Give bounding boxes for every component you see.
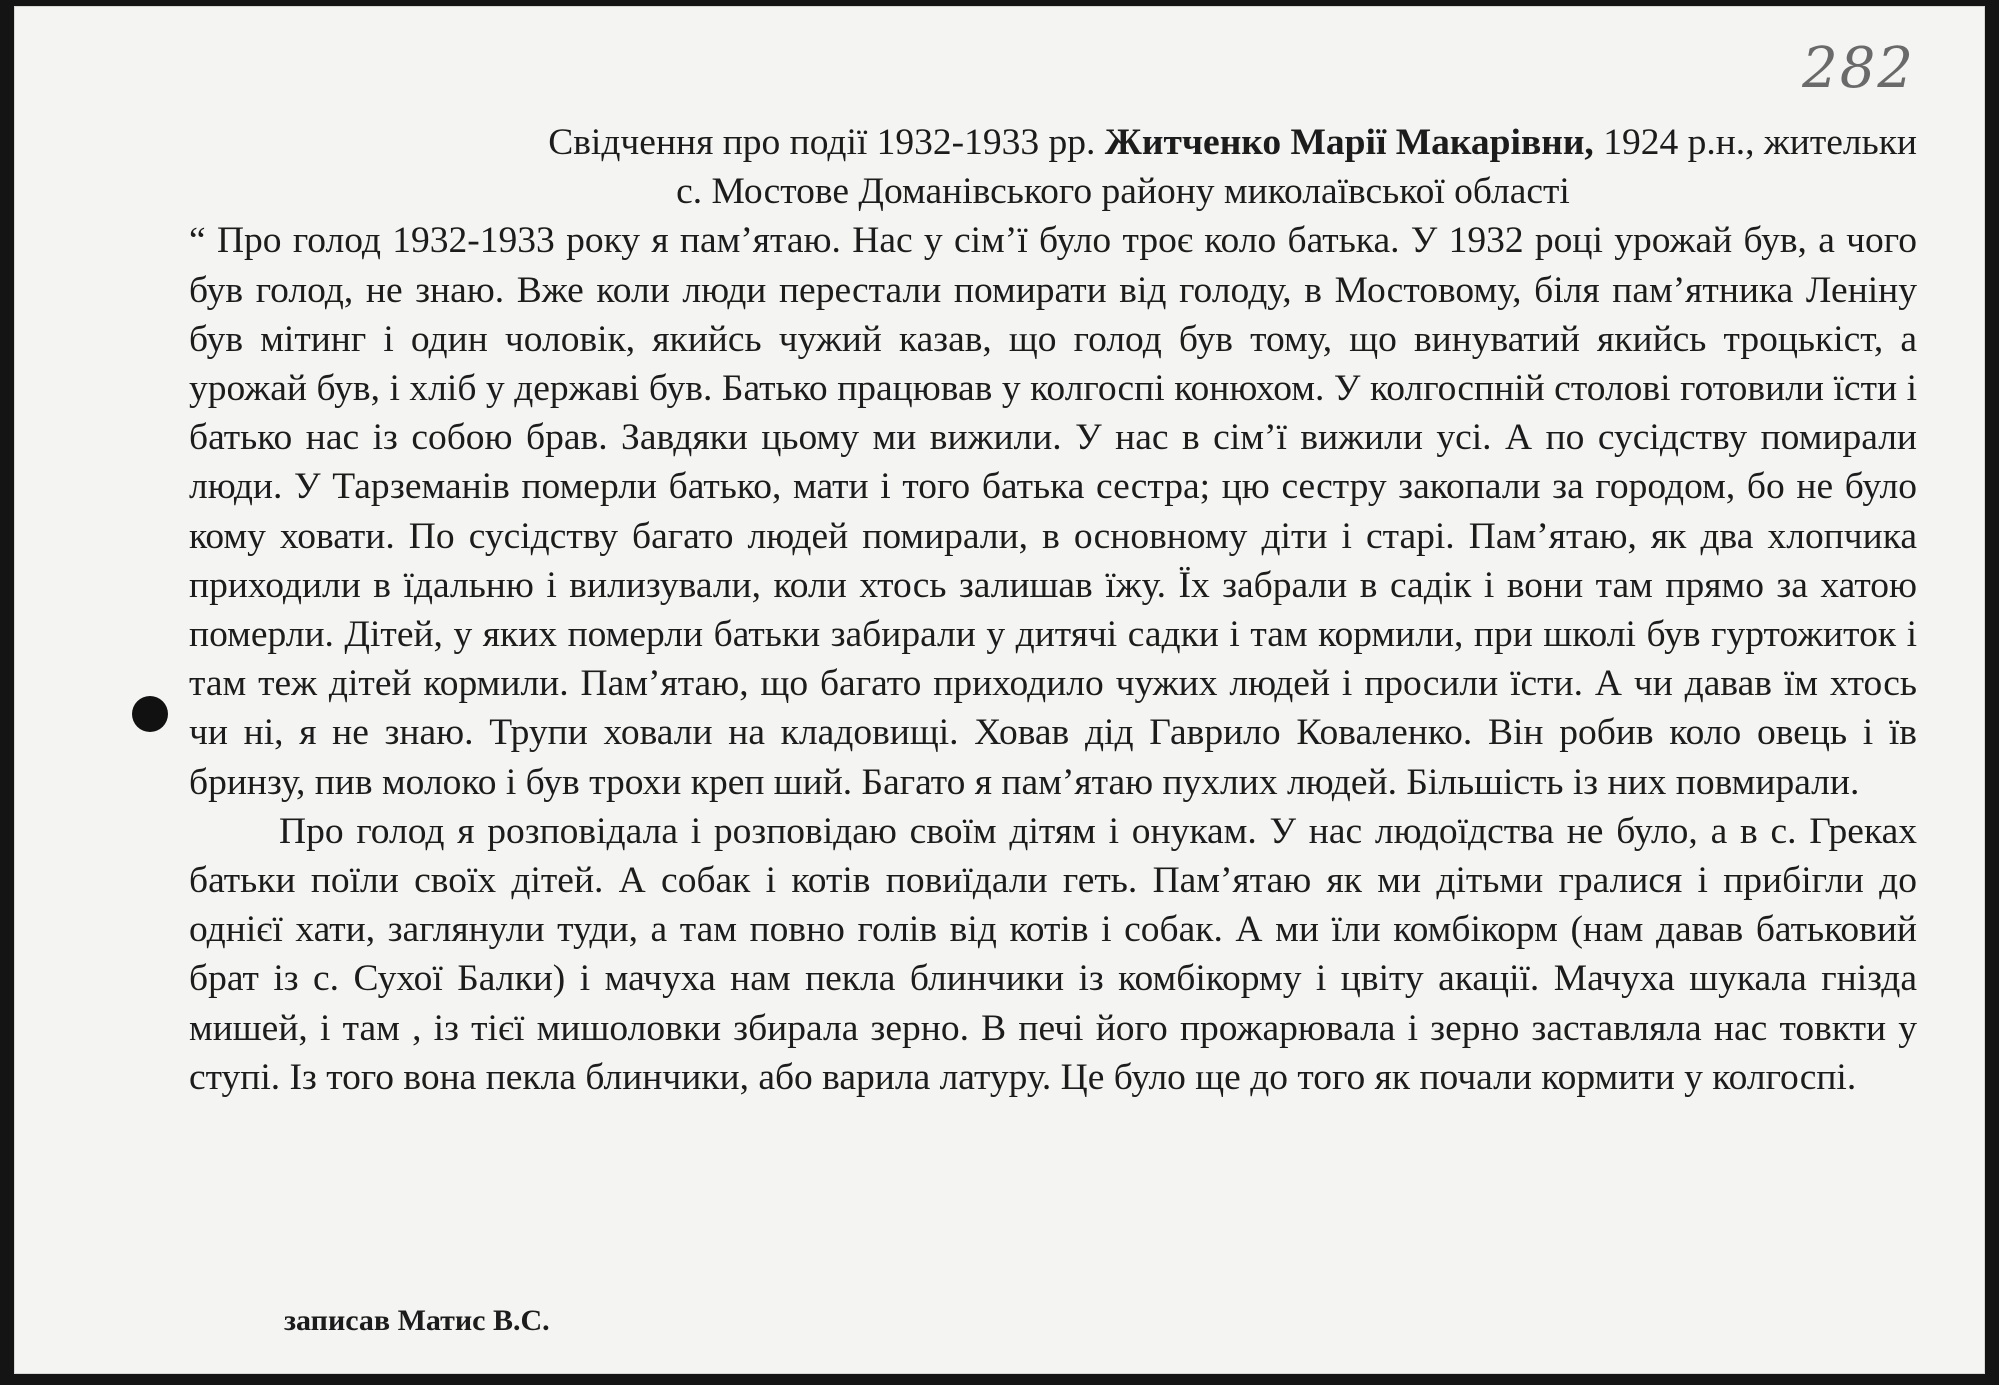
punch-hole <box>132 696 168 732</box>
witness-name: Житченко Марії Макарівни, <box>1104 122 1594 163</box>
document-page <box>14 6 1985 1374</box>
heading-line-2: с. Мостове Доманівського району миколаївської області <box>676 171 1570 213</box>
heading-suffix: 1924 р.н., жительки <box>1603 122 1917 163</box>
paragraph-1: “ Про голод 1932-1933 року я пам’ятаю. Нас у сім’ї було троє коло батька. У 1932 році урожай був, а чого був голод, не знаю. Вже коли люди перестали помирати від голоду, в Мостовому, біля пам’ятника Леніну був мітинг і один чоловік, якийсь чужий казав, що голод був тому, що винуватий якийсь троцькіст, а урожай був, і хліб у державі був. Батько працював у колгоспі конюхом. У колгоспній столові готовили їсти і батько нас із собою брав. Завдяки цьому ми вижили. У нас в сім’ї вижили усі. А по сусідству помирали люди. У Тарземанів померли батько, мати і того батька сестра; цю сестру закопали за городом, бо не було кому ховати. По сусідству багато людей помирали, в основному діти і старі. Пам’ятаю, як два хлопчика приходили в їдальню і вилизували, коли хтось залишав їжу. Їх забрали в садік і вони там прямо за хатою померли. Дітей, у яких померли батьки забирали у дитячі садки і там кормили, при школі був гуртожиток і там теж дітей кормили. Пам’ятаю, що багато приходило чужих людей і просили їсти. А чи давав їм хтось чи ні, я не знаю. Трупи ховали на кладовищі. Ховав дід Гаврило Коваленко. Він робив коло овець і їв бринзу, пив молоко і був трохи креп ший. Багато я пам’ятаю пухлих людей. Більшість із них повмирали. <box>189 220 1917 803</box>
heading-line-1 <box>189 118 1917 167</box>
testimony-text <box>189 118 1917 1102</box>
page-number: 282 <box>1802 36 1915 101</box>
recorder-signature: записав Матис В.С. <box>284 1304 550 1337</box>
paragraph-2: Про голод я розповідала і розповідаю своїм дітям і онукам. У нас людоїдства не було, а в с. Греках батьки поїли своїх дітей. А собак і котів повиїдали геть. Пам’ятаю як ми дітьми гралися і прибігли до однієї хати, заглянули туди, а там повно голів від котів і собак. А ми їли комбікорм (нам давав батьковий брат із с. Сухої Балки) і мачуха нам пекла блинчики із комбікорму і цвіту акації. Мачуха шукала гнізда мишей, і там , із тієї мишоловки збирала зерно. В печі його прожарювала і зерно заставляла нас товкти у ступі. Із того вона пекла блинчики, або варила латуру. Це було ще до того як почали кормити у колгоспі. <box>189 810 1917 1098</box>
heading-prefix: Свідчення про події 1932-1933 рр. <box>548 122 1096 163</box>
